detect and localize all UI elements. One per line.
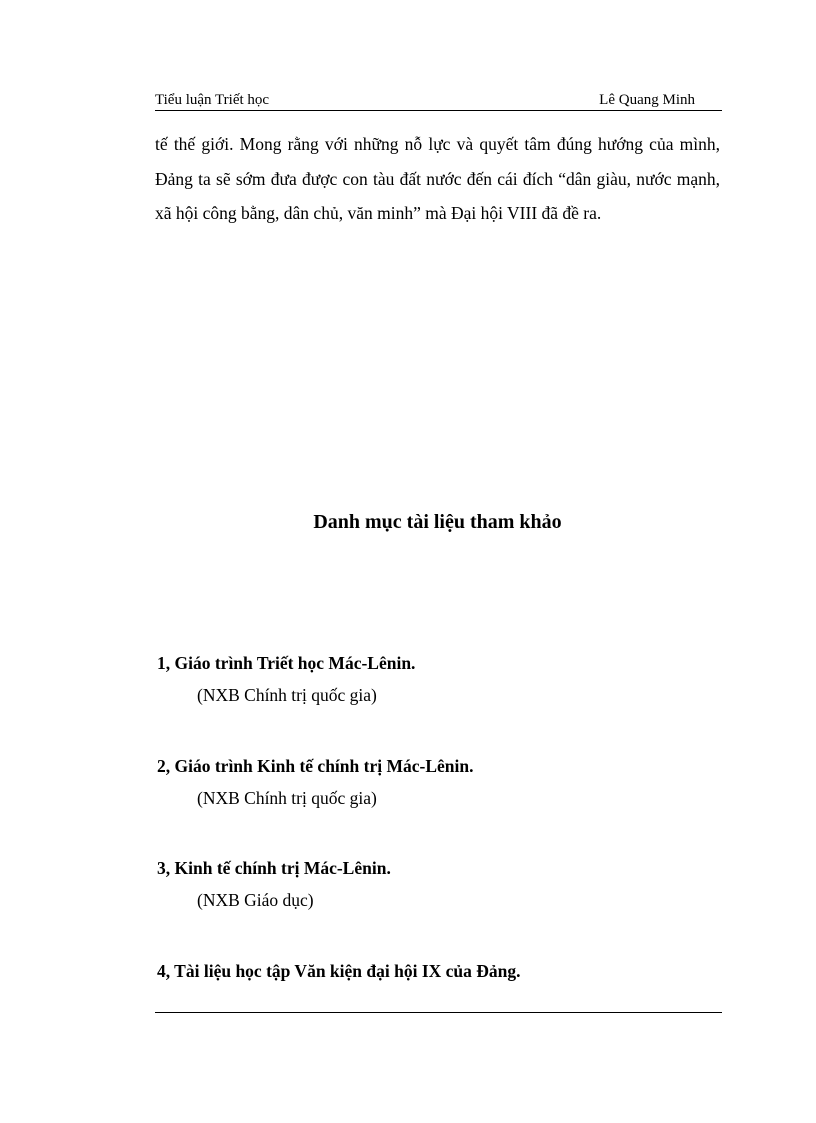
page-header [155, 90, 722, 111]
reference-title: 4, Tài liệu học tập Văn kiện đại hội IX của Đảng. [157, 961, 521, 981]
reference-publisher: (NXB Chính trị quốc gia) [197, 788, 377, 808]
footer-divider [155, 1012, 722, 1013]
header-document-title: Tiểu luận Triết học [155, 92, 270, 108]
reference-item [157, 753, 717, 811]
reference-item [157, 855, 717, 913]
reference-item [157, 958, 717, 984]
reference-item [157, 650, 717, 708]
reference-publisher: (NXB Giáo dục) [197, 890, 314, 910]
body-paragraph: tế thế giới. Mong rằng với những nỗ lực và quyết tâm đúng hướng của mình, Đảng ta sẽ sớm đưa được con tàu đất nước đến cái đích “dân giàu, nước mạnh, xã hội công bằng, dân chủ, văn minh” mà Đại hội VIII đã đề ra. [155, 134, 720, 223]
references-heading: Danh mục tài liệu tham khảo [313, 511, 562, 533]
reference-publisher: (NXB Chính trị quốc gia) [197, 685, 377, 705]
reference-title: 3, Kinh tế chính trị Mác-Lênin. [157, 858, 391, 878]
reference-title: 2, Giáo trình Kinh tế chính trị Mác-Lênin. [157, 756, 474, 776]
header-author-name: Lê Quang Minh [599, 92, 695, 108]
reference-title: 1, Giáo trình Triết học Mác-Lênin. [157, 653, 416, 673]
